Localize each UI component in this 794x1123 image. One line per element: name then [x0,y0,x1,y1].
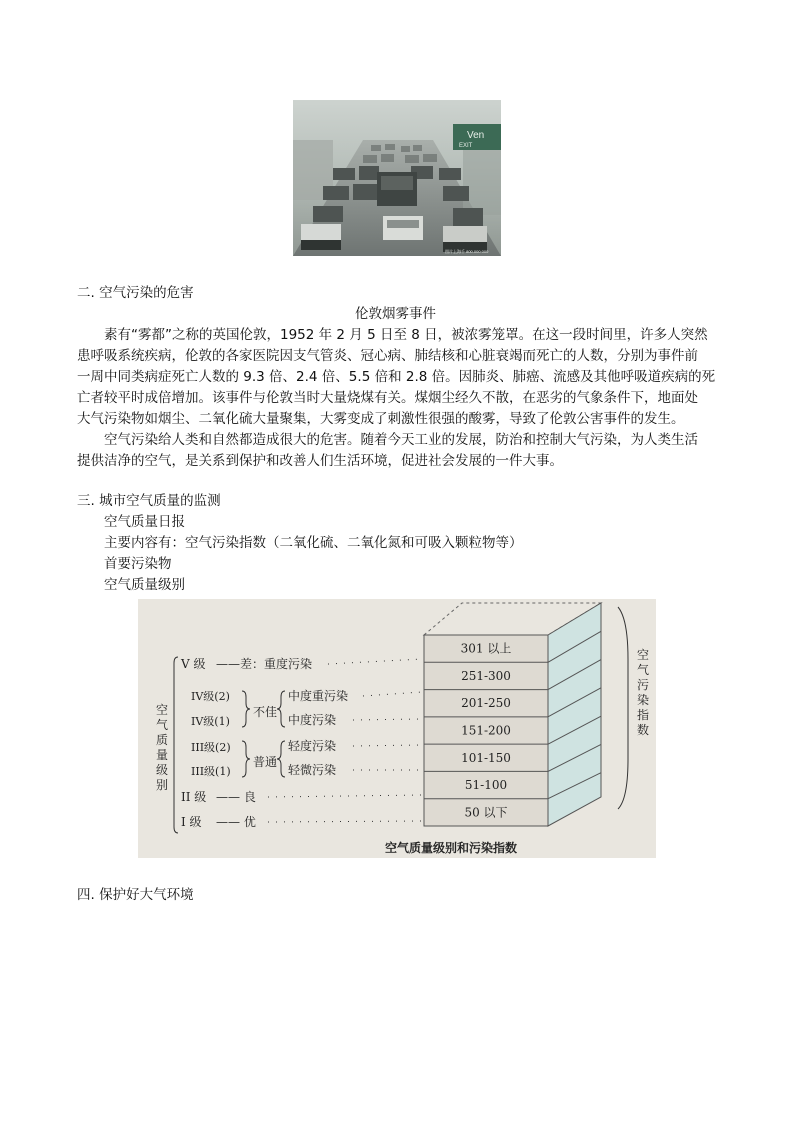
para1-line1: 素有“雾都”之称的英国伦敦，1952 年 2 月 5 日至 8 日，被浓雾笼罩。在这一段时间里，许多人突然 [104,327,708,343]
vertical-label-char: 污 [637,678,650,692]
vertical-label-char: 量 [156,748,169,762]
vertical-label-char: 数 [637,723,650,737]
article-title: 伦敦烟雾事件 [355,306,436,322]
vertical-label-char: 空 [637,648,650,662]
index-label: 50 以下 [464,805,508,820]
para1-line4: 亡者较平时成倍增加。该事件与伦敦当时大量烧煤有关。煤烟尘经久不散，在恶劣的气象条件下，地面处 [77,390,698,406]
section3-item: 主要内容有：空气污染指数（二氧化硫、二氧化氮和可吸入颗粒物等） [104,535,523,551]
index-label: 301 以上 [460,641,512,656]
para1-line2: 患呼吸系统疾病，伦敦的各家医院因支气管炎、冠心病、肺结核和心脏衰竭而死亡的人数，分别为事件前 [77,348,698,364]
para2-line1: 空气污染给人类和自然都造成很大的危害。随着今天工业的发展，防治和控制大气污染，为人类生活 [104,432,698,448]
level-iv1: IV级(1) [191,715,230,728]
level-ii-desc: —— 良 [216,790,256,804]
index-label: 251-300 [461,668,511,683]
smog-highway-illustration [293,100,501,256]
desc-iii1: 轻微污染 [288,763,337,777]
section3-item: 空气质量日报 [104,514,185,530]
smog-highway-photo [293,100,501,256]
index-label: 101-150 [461,750,511,765]
vertical-label-char: 染 [637,693,650,707]
index-label: 51-100 [464,778,508,793]
photo-watermark: 图片上海千 800.000 000 [445,249,489,254]
chart-caption: 空气质量级别和污染指数 [385,841,518,855]
putong-brace [242,741,250,777]
right-brace [618,607,628,809]
level-iv2: IV级(2) [191,690,230,703]
severity-brace-lower [277,741,285,777]
section3-item: 空气质量级别 [104,577,185,593]
group-bujia: 不佳 [253,705,278,719]
index-label: 201-250 [461,696,511,711]
desc-iv1: 中度污染 [288,713,337,727]
para2-line2: 提供洁净的空气，是关系到保护和改善人们生活环境，促进社会发展的一件大事。 [77,453,563,469]
air-quality-chart [138,599,656,858]
vertical-label-char: 空 [156,703,169,717]
vertical-label-char: 气 [156,718,169,732]
level-v-desc: ——差：重度污染 [216,657,313,671]
left-brace [174,657,178,833]
vertical-label-char: 质 [156,733,169,747]
level-iii2: III级(2) [191,741,231,754]
left-vertical-label [156,702,168,792]
right-vertical-label [637,647,649,737]
section2-heading: 二. 空气污染的危害 [77,285,194,301]
air-quality-diagram [138,599,656,858]
index-label: 151-200 [461,723,511,738]
svg-text:Ven: Ven [467,130,485,141]
desc-iii2: 轻度污染 [288,739,337,753]
bujia-brace [242,691,250,727]
vertical-label-char: 别 [156,778,169,792]
section3-item: 首要污染物 [104,556,172,572]
section3-heading: 三. 城市空气质量的监测 [77,493,221,509]
para1-line5: 大气污染物如烟尘、二氧化硫大量聚集，大雾变成了刺激性很强的酸雾，导致了伦敦公害事件的发生。 [77,411,685,427]
vertical-label-char: 气 [637,663,650,677]
section4-heading: 四. 保护好大气环境 [77,887,194,903]
svg-text:EXIT: EXIT [459,143,473,149]
para1-line3: 一周中同类病症死亡人数的 9.3 倍、2.4 倍、5.5 倍和 2.8 倍。因肺炎、肺癌、流感及其他呼吸道疾病的死 [77,369,716,385]
level-i: I 级 [181,815,202,829]
severity-brace-upper [277,691,285,727]
desc-iv2: 中度重污染 [288,689,349,703]
level-v: V 级 [181,657,206,671]
vertical-label-char: 级 [156,763,169,777]
level-i-desc: —— 优 [216,815,256,829]
group-putong: 普通 [253,755,278,769]
vertical-label-char: 指 [637,708,650,722]
level-iii1: III级(1) [191,765,231,778]
level-ii: II 级 [181,790,207,804]
